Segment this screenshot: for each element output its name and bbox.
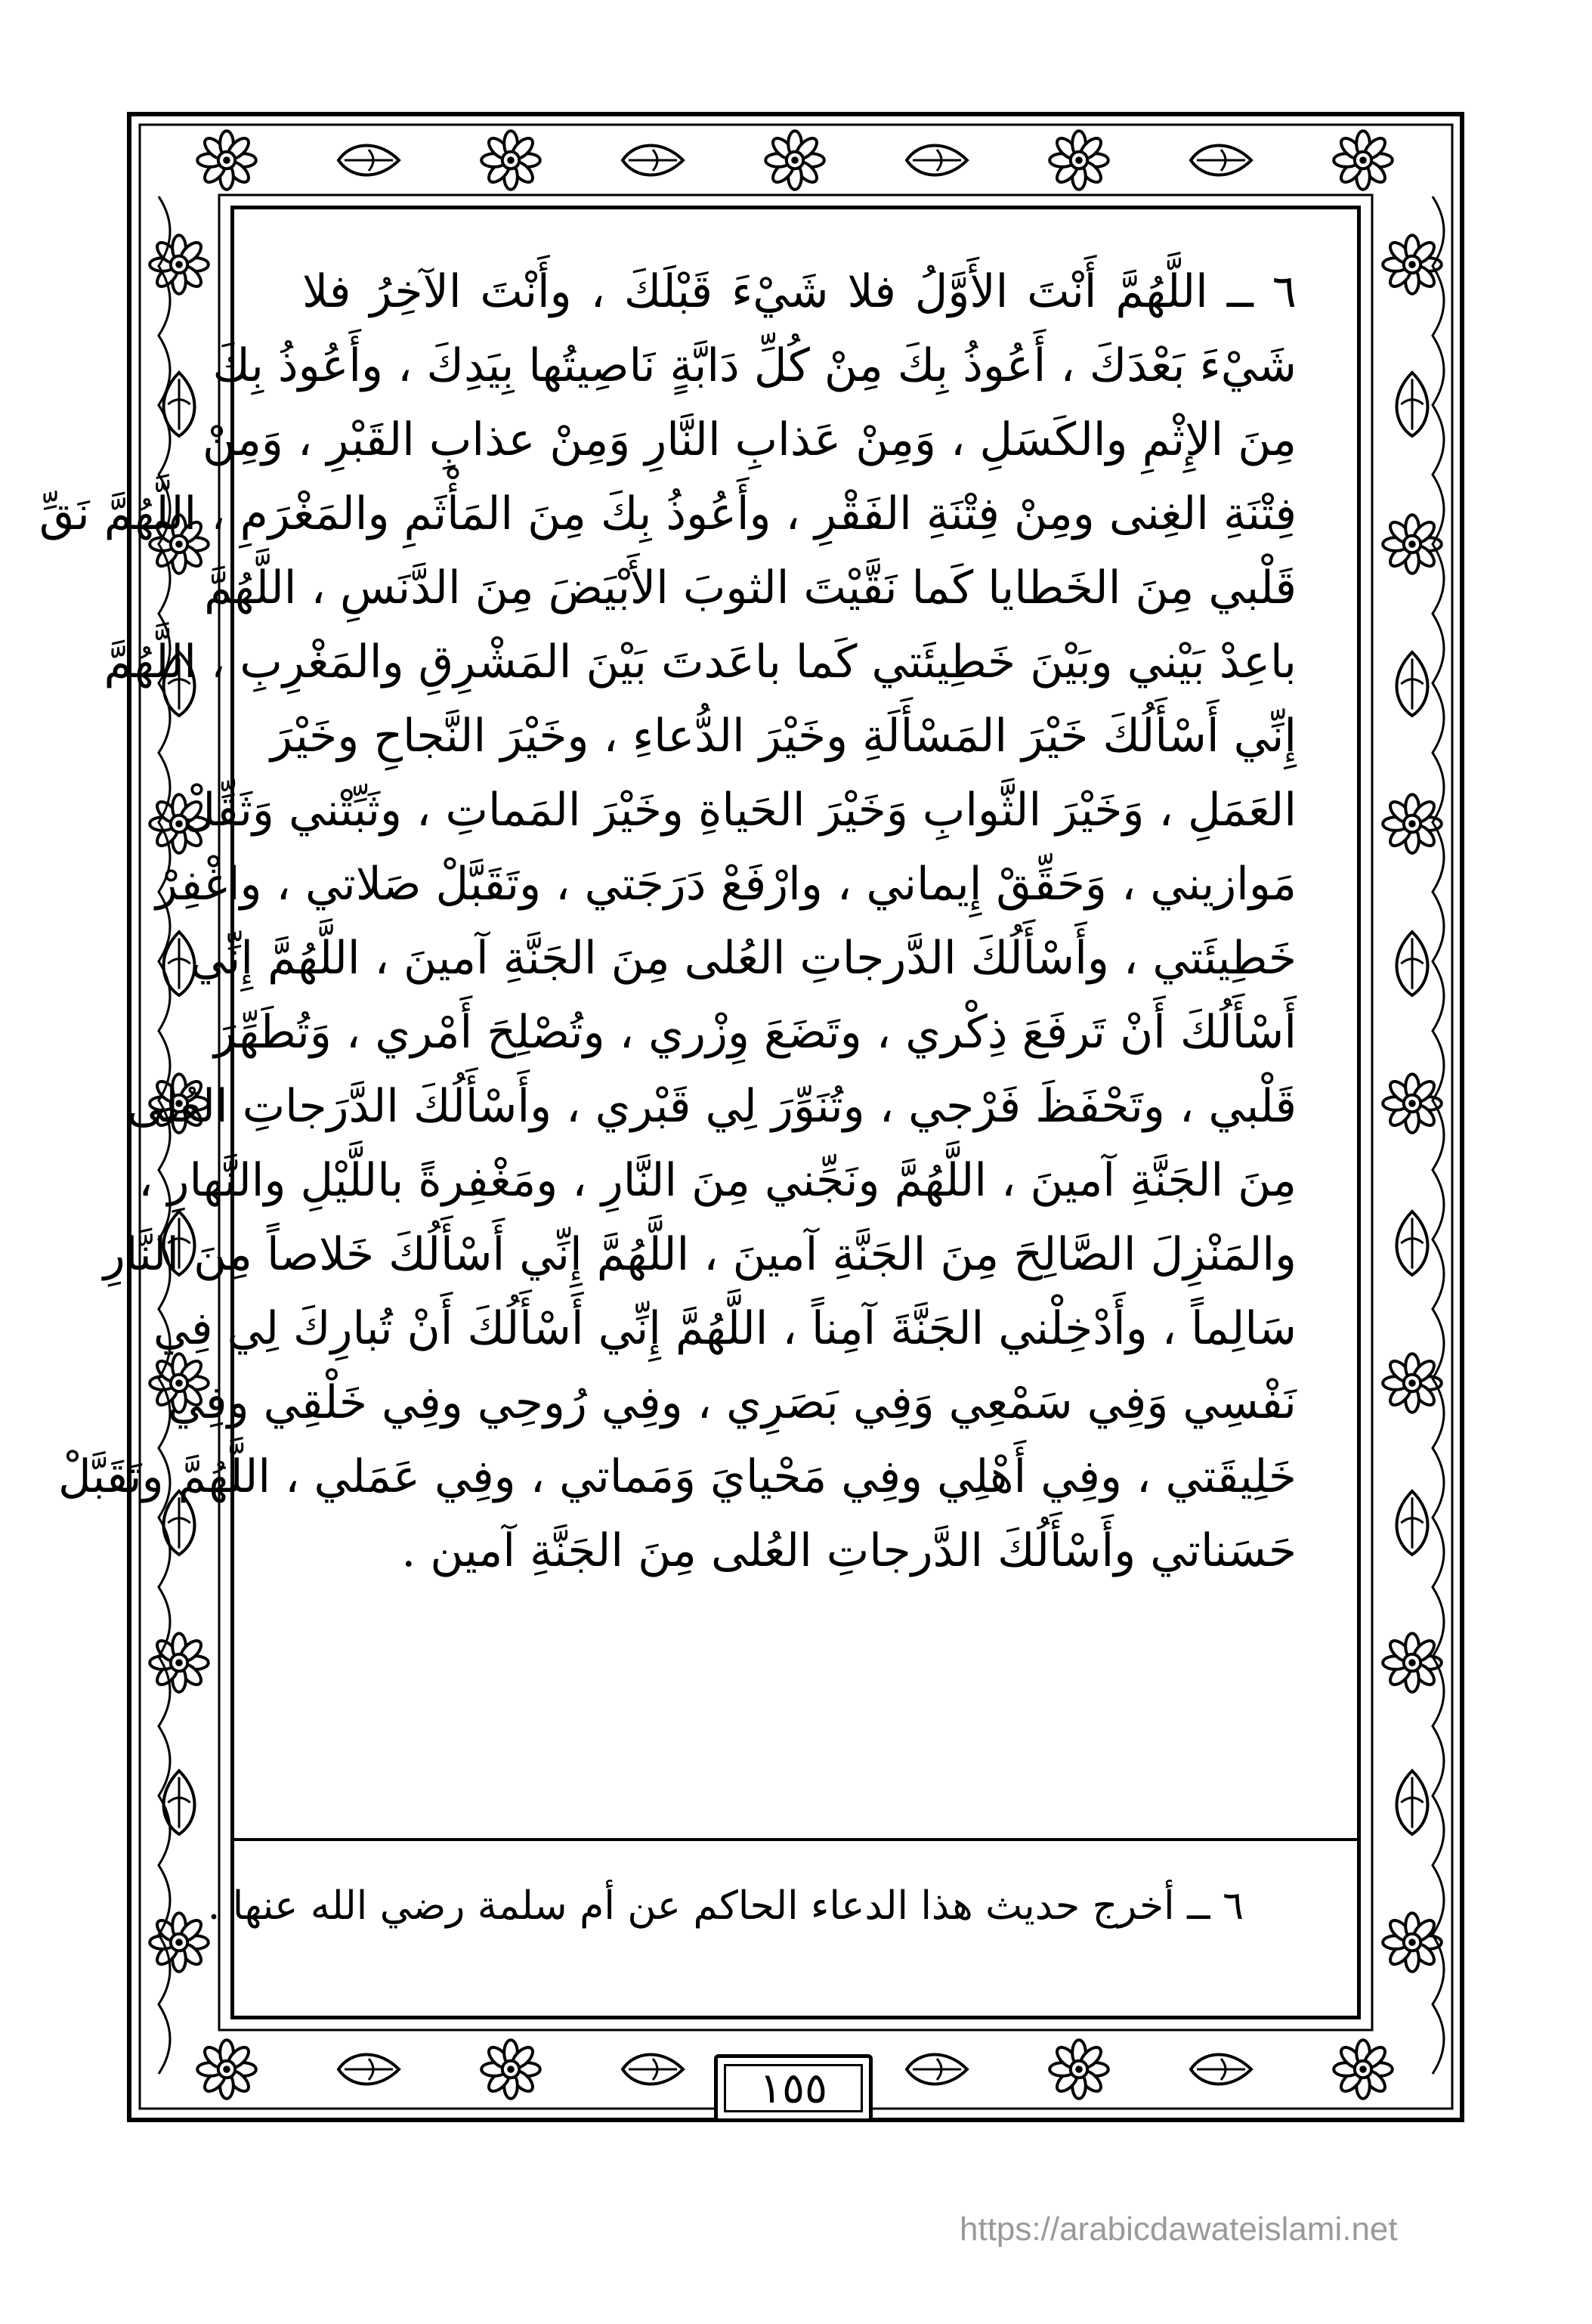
text-line: مَوازيني ، وَحَقِّقْ إِيماني ، وارْفَعْ دَرَجَتي ، وتَقَبَّلْ صَلاتي ، واغْفِرْ — [156, 858, 1297, 911]
text-line: مِنَ الإِثْمِ والكَسَلِ ، وَمِنْ عَذابِ النَّارِ وَمِنْ عذابِ القَبْرِ ، وَمِنْ — [202, 413, 1297, 466]
text-line: ٦ ــ اللَّهُمَّ أَنْتَ الأَوَّلُ فلا شَيْءَ قَبْلَكَ ، وأَنْتَ الآخِرُ فلا — [302, 265, 1297, 318]
text-line: سَالِماً ، وأَدْخِلْني الجَنَّةَ آمِناً ، اللَّهُمَّ إِنِّي أَسْأَلُكَ أَنْ تُبارِكَ لِي فِي — [153, 1302, 1297, 1355]
text-line: والمَنْزِلَ الصَّالِحَ مِنَ الجَنَّةِ آمينَ ، اللَّهُمَّ إِنِّي أَسْأَلُكَ خَلاصاً مِنَ النَّارِ — [103, 1228, 1297, 1281]
text-line: باعِدْ بَيْني وبَيْنَ خَطِيئَتي كَما باعَدتَ بَيْنَ المَشْرِقِ والمَغْرِبِ ، اللَّهُمَّ — [104, 636, 1297, 689]
text-line: حَسَناتي وأَسْأَلُكَ الدَّرجاتِ العُلى مِنَ الجَنَّةِ آمين . — [401, 1524, 1297, 1577]
text-line: إِنِّي أَسْأَلُكَ خَيْرَ المَسْأَلَةِ وخَيْرَ الدُّعاءِ ، وخَيْرَ النَّجاحِ وخَيْرَ — [270, 710, 1297, 763]
footnote: ٦ ــ أخرج حديث هذا الدعاء الحاكم عن أم سلمة رضي الله عنها . — [207, 1883, 1244, 1929]
watermark-url: https://arabicdawateislami.net — [960, 2211, 1398, 2248]
text-panel — [39, 206, 1361, 2019]
dua-text — [39, 255, 1297, 1588]
page-number: ١٥٥ — [759, 2063, 828, 2113]
text-line: خَطِيئَتي ، وأَسْأَلُكَ الدَّرجاتِ العُلى مِنَ الجَنَّةِ آمينَ ، اللَّهُمَّ إِنِّي — [190, 932, 1297, 985]
text-line: مِنَ الجَنَّةِ آمينَ ، اللَّهُمَّ ونَجِّني مِنَ النَّارِ ، ومَغْفِرةً باللَّيْلِ والنَّهارِ ، — [138, 1154, 1297, 1207]
footnote-divider — [234, 1838, 1357, 1841]
text-line: شَيْءَ بَعْدَكَ ، أَعُوذُ بِكَ مِنْ كُلِّ دَابَّةٍ نَاصِيتُها بِيَدِكَ ، وأَعُوذُ بِكَ — [212, 339, 1297, 392]
text-line: خَلِيقَتي ، وفِي أَهْلِي وفِي مَحْيايَ وَمَماتي ، وفِي عَمَلي ، اللَّهُمَّ وتَقَبَّلْ — [57, 1450, 1297, 1503]
text-line: فِتْنَةِ الغِنى ومِنْ فِتْنَةِ الفَقْرِ ، وأَعُوذُ بِكَ مِنَ المَأْثَمِ والمَغْرَمِ ، اللَّهُمَّ نَقِّ — [39, 487, 1297, 540]
page-number-box — [714, 2054, 873, 2122]
text-line: أَسْأَلُكَ أَنْ تَرفَعَ ذِكْري ، وتَضَعَ وِزْري ، وتُصْلِحَ أَمْري ، وَتُطَهِّرَ — [214, 1006, 1297, 1059]
text-line: نَفْسِي وَفِي سَمْعِي وَفِي بَصَرِي ، وفِي رُوحِي وفِي خَلْقِي وفِي — [167, 1376, 1297, 1429]
text-line: قَلْبي مِنَ الخَطايا كَما نَقَّيْتَ الثوبَ الأَبْيَضَ مِنَ الدَّنَسِ ، اللَّهُمَّ — [204, 562, 1297, 614]
text-line: قَلْبي ، وتَحْفَظَ فَرْجي ، وتُنَوِّرَ لِي قَبْري ، وأَسْأَلُكَ الدَّرَجاتِ العُلى — [126, 1080, 1297, 1133]
text-line: العَمَلِ ، وَخَيْرَ الثَّوابِ وَخَيْرَ الحَياةِ وخَيْرَ المَماتِ ، وثَبِّتْني وَثَقِّلْ — [182, 784, 1297, 837]
